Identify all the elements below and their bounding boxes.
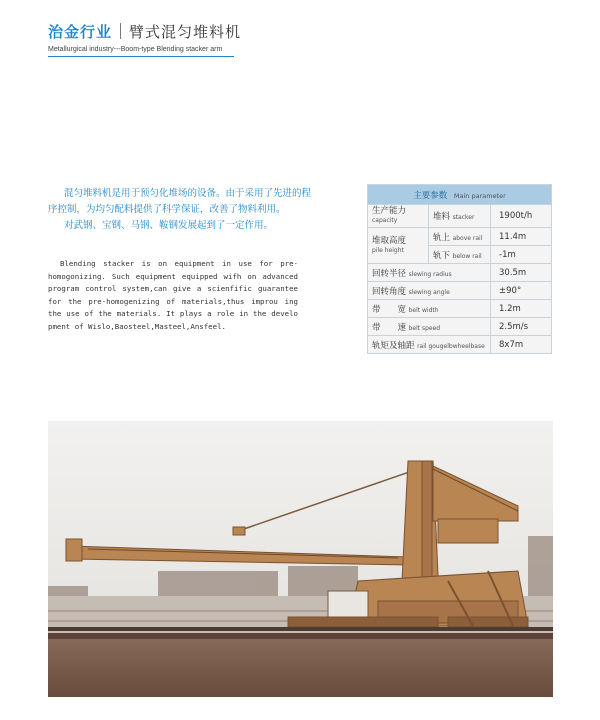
belt-speed-row — [368, 318, 552, 336]
pile-height-above-value: 11.4m — [491, 228, 552, 246]
slewing-radius-row — [368, 264, 552, 282]
en-paragraph: Blending stacker is on equipment in use for pre-homogonizing. Such equipment equipped wifh on advanced program control system,can give a scienfific guarantee for the pre-homogenizing of materials,thus improu ing the use of the materials. It plays a role in the develo pment of Wislo,Baosteel,Masteel,Ansfeel. — [48, 259, 298, 331]
rail-gauge-row — [368, 336, 552, 354]
capacity-name-cn: 生产能力 — [372, 206, 407, 216]
english-description — [48, 258, 298, 334]
pile-height-above-cell — [429, 228, 491, 246]
parameter-header-cn: 主要参数 — [413, 190, 448, 201]
belt-width-cn: 带 宽 — [372, 304, 407, 315]
cn-paragraph-2: 对武钢、宝钢、马钢、鞍钢发展起到了一定作用。 — [64, 220, 274, 231]
slewing-radius-en: slewing radius — [408, 270, 452, 278]
slewing-radius-cn: 回转半径 — [372, 268, 407, 279]
rail-gauge-cn: 轨矩及轴距 — [372, 340, 415, 351]
slewing-angle-row — [368, 282, 552, 300]
category-title: 治金行业 — [48, 22, 113, 41]
belt-width-name-cell — [368, 300, 491, 318]
slewing-angle-name-cell — [368, 282, 491, 300]
stacker-machine-illustration — [48, 421, 553, 697]
rail-gauge-value: 8x7m — [491, 336, 552, 354]
parameter-header-en: Main parameter — [453, 191, 506, 200]
belt-width-en: belt width — [408, 306, 439, 314]
capacity-value: 1900t/h — [491, 205, 552, 228]
pile-height-name-en: pile height — [372, 246, 404, 254]
parameter-header-cell — [368, 185, 552, 205]
belt-speed-name-cell — [368, 318, 491, 336]
belt-speed-cn: 带 速 — [372, 322, 407, 333]
capacity-row — [368, 205, 552, 228]
rail-gauge-name-cell — [368, 336, 491, 354]
pile-height-above-cn: 轨上 — [433, 232, 451, 243]
slewing-angle-en: slewing angle — [408, 288, 450, 296]
pile-height-below-en: below rail — [452, 252, 482, 260]
pile-height-below-cn: 轨下 — [433, 250, 451, 261]
pile-height-below-cell — [429, 246, 491, 264]
slewing-angle-cn: 回转角度 — [372, 286, 407, 297]
chinese-description — [48, 186, 313, 234]
product-title: 臂式混匀堆料机 — [129, 22, 242, 41]
capacity-sub-en: stacker — [452, 214, 475, 221]
capacity-sub-cn: 堆料 — [433, 212, 451, 222]
title-row — [48, 20, 241, 42]
slewing-radius-value: 30.5m — [491, 264, 552, 282]
rail-gauge-en: rail gougelbwheelbase — [417, 342, 485, 350]
pile-height-row-above — [368, 228, 552, 246]
slewing-radius-name-cell — [368, 264, 491, 282]
belt-speed-en: belt speed — [408, 324, 441, 332]
pile-height-name-cn: 堆取高度 — [372, 235, 407, 246]
title-separator — [120, 23, 121, 39]
capacity-name-en: capacity — [372, 217, 398, 224]
parameter-table-header — [368, 185, 552, 205]
slewing-angle-value: ±90° — [491, 282, 552, 300]
cn-paragraph-1: 混匀堆料机是用于预匀化堆场的设备。由于采用了先进的程序控制，为均匀配料提供了科学保证，改善了物料利用。 — [48, 188, 312, 215]
capacity-name-cell — [368, 205, 429, 228]
pile-height-above-en: above rail — [452, 234, 483, 242]
belt-speed-value: 2.5m/s — [491, 318, 552, 336]
pile-height-name-cell — [368, 228, 429, 264]
capacity-sub-cell — [429, 205, 491, 228]
page-header — [48, 20, 241, 57]
belt-width-value: 1.2m — [491, 300, 552, 318]
belt-width-row — [368, 300, 552, 318]
header-underline — [48, 56, 234, 57]
page-subtitle: Metallurgical industry---Boom-type Blending stacker arm — [48, 46, 223, 53]
stacker-photo — [48, 421, 553, 697]
parameter-table — [367, 184, 552, 354]
pile-height-below-value: -1m — [491, 246, 552, 264]
